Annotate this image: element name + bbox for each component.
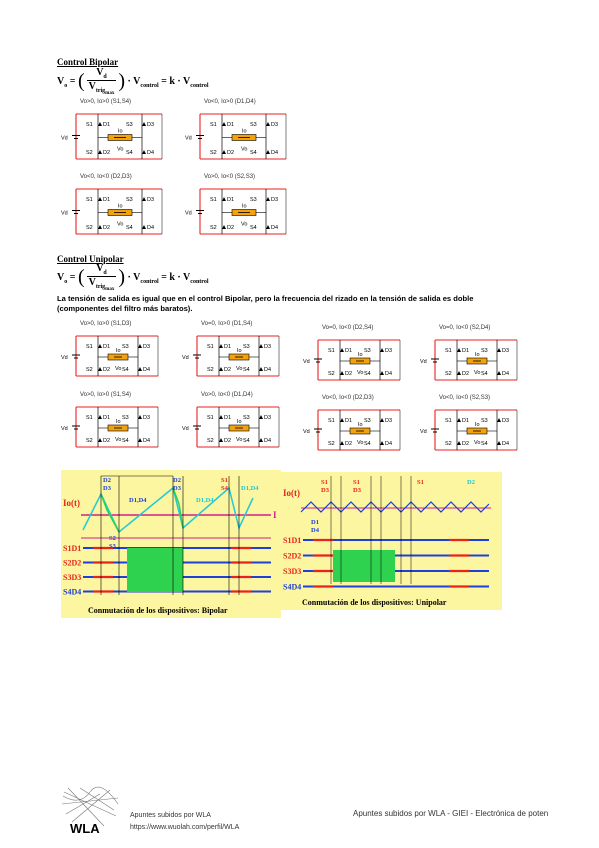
- unipolar-circuit-caption: Vo>0, Io>0 (S1,S4): [80, 392, 132, 398]
- vo-label: Vo: [474, 370, 481, 376]
- s3-label: S3: [481, 418, 488, 424]
- s4-label: S4: [364, 371, 371, 377]
- unipolar-waveform-caption: Conmutación de los dispositivos: Unipolar: [302, 598, 447, 607]
- d3-label: D3: [502, 418, 510, 424]
- io-label: Io: [358, 352, 363, 358]
- bipolar-circuit-2: [60, 174, 176, 240]
- row-label-2: S3D3: [63, 573, 82, 582]
- unipolar-heading: Control Unipolar: [57, 254, 124, 264]
- io-label: Io: [116, 348, 121, 354]
- row-label-1: S2D2: [283, 551, 302, 561]
- vd-label: Vd: [303, 359, 310, 365]
- vd-label: Vd: [61, 355, 68, 361]
- s1-label: S1: [210, 122, 217, 128]
- s1-label: S1: [328, 418, 335, 424]
- unipolar-paragraph: La tensión de salida es igual que en el control Bipolar, pero la frecuencia del rizado en la tensión de salida es doble (componentes del filtro más baratos).: [57, 294, 474, 313]
- uni-mid-d1: D1: [311, 519, 319, 526]
- s4-label: S4: [243, 367, 250, 373]
- s3-label: S3: [243, 415, 250, 421]
- unipolar-circuit-1: [181, 321, 293, 382]
- vd-label: Vd: [182, 355, 189, 361]
- s3-label: S3: [250, 197, 257, 203]
- uni-top-s1-2: S1: [353, 479, 360, 486]
- unipolar-circuit-caption: Vo=0, Io>0 (D1,S4): [201, 321, 253, 327]
- bipolar-circuit-caption: Vo>0, Io>0 (S1,S4): [80, 99, 132, 105]
- d4-label: D4: [271, 225, 279, 231]
- unipolar-circuit-0: [60, 321, 172, 382]
- bip-top-d3-2: D3: [173, 485, 181, 492]
- unipolar-equation: $V_o$ = ( $\frac{V_d}{V_{trig_{max}}}$ ) · $V_{control} = k \cdot V_{control}$: [57, 263, 209, 293]
- d2-label: D2: [224, 367, 232, 373]
- vd-label: Vd: [420, 429, 427, 435]
- bipolar-circuit-0: [60, 99, 176, 165]
- vd-label: Vd: [61, 210, 68, 217]
- uni-top-s1-3: S1: [417, 479, 424, 486]
- s1-label: S1: [86, 197, 93, 203]
- unipolar-circuit-5: [419, 325, 531, 386]
- uni-mid-d4: D4: [311, 527, 319, 534]
- d2-label: D2: [227, 150, 235, 156]
- s4-label: S4: [243, 438, 250, 444]
- s3-label: S3: [364, 348, 371, 354]
- bipolar-equation: $V_o$ = ( $\frac{V_d}{V_{trig_{max}}}$ ) · $V_{control} = k \cdot V_{control}$: [57, 67, 209, 97]
- bipolar-ylabel: Io(t): [63, 498, 80, 508]
- s2-label: S2: [86, 150, 93, 156]
- vo-label: Vo: [115, 437, 122, 443]
- s4-label: S4: [364, 441, 371, 447]
- vd-label: Vd: [61, 135, 68, 142]
- vo-label: Vo: [115, 366, 122, 372]
- svg-text:WLA: WLA: [70, 821, 100, 836]
- bipolar-waveform-caption: Conmutación de los dispositivos: Bipolar: [88, 606, 228, 615]
- d1-label: D1: [462, 348, 470, 354]
- s3-label: S3: [126, 122, 133, 128]
- unipolar-circuit-caption: Vo>0, Io<0 (D1,D4): [201, 392, 253, 398]
- s3-label: S3: [250, 122, 257, 128]
- io-label: Io: [242, 128, 247, 135]
- s1-label: S1: [328, 348, 335, 354]
- vo-label: Vo: [357, 440, 364, 446]
- s4-label: S4: [481, 441, 488, 447]
- io-label: Io: [118, 203, 123, 210]
- bipolar-circuit-caption: Vo<0, Io>0 (D1,D4): [204, 99, 256, 105]
- uni-top-d3-2: D3: [353, 487, 361, 494]
- s1-label: S1: [207, 415, 214, 421]
- d4-label: D4: [385, 441, 393, 447]
- d4-label: D4: [147, 225, 155, 231]
- d2-label: D2: [103, 438, 111, 444]
- vo-label: Vo: [241, 146, 248, 153]
- s2-label: S2: [445, 371, 452, 377]
- s3-label: S3: [122, 344, 129, 350]
- unipolar-ylabel: Io(t): [283, 488, 300, 498]
- d1-label: D1: [224, 415, 232, 421]
- d1-label: D1: [462, 418, 470, 424]
- d2-label: D2: [345, 441, 353, 447]
- d3-label: D3: [147, 122, 155, 128]
- io-label: Io: [475, 352, 480, 358]
- s1-label: S1: [86, 122, 93, 128]
- d4-label: D4: [264, 438, 272, 444]
- d4-label: D4: [143, 367, 151, 373]
- wla-logo: [60, 786, 120, 836]
- d3-label: D3: [502, 348, 510, 354]
- s2-label: S2: [207, 438, 214, 444]
- vo-label: Vo: [357, 370, 364, 376]
- d2-label: D2: [103, 150, 111, 156]
- s4-label: S4: [481, 371, 488, 377]
- row-label-0: S1D1: [283, 536, 302, 545]
- s1-label: S1: [445, 348, 452, 354]
- bip-top-d1d4-2: D1,D4: [196, 497, 214, 504]
- bipolar-circuit-caption: Vo>0, Io<0 (S2,S3): [204, 174, 256, 180]
- s1-label: S1: [207, 344, 214, 350]
- d4-label: D4: [147, 150, 155, 156]
- d1-label: D1: [345, 348, 353, 354]
- s3-label: S3: [243, 344, 250, 350]
- vd-label: Vd: [185, 210, 192, 217]
- d1-label: D1: [103, 344, 111, 350]
- d2-label: D2: [462, 371, 470, 377]
- d4-label: D4: [264, 367, 272, 373]
- s3-label: S3: [481, 348, 488, 354]
- io-label: Io: [237, 419, 242, 425]
- d3-label: D3: [271, 197, 279, 203]
- vd-label: Vd: [303, 429, 310, 435]
- footer-right: Apuntes subidos por WLA - GIEI - Electrónica de poten: [353, 809, 549, 818]
- s3-label: S3: [126, 197, 133, 203]
- d3-label: D3: [385, 348, 393, 354]
- d3-label: D3: [147, 197, 155, 203]
- s4-label: S4: [122, 438, 129, 444]
- io-label: Io: [118, 128, 123, 135]
- d3-label: D3: [143, 415, 151, 421]
- s4-label: S4: [250, 150, 257, 156]
- d3-label: D3: [264, 344, 272, 350]
- unipolar-circuit-caption: Vo<0, Io<0 (S2,S3): [439, 395, 491, 401]
- s2-label: S2: [86, 225, 93, 231]
- footer-line2[interactable]: https://www.wuolah.com/perfil/WLA: [130, 824, 240, 831]
- bipolar-heading: Control Bipolar: [57, 57, 119, 67]
- d2-label: D2: [345, 371, 353, 377]
- row-label-1: S2D2: [63, 558, 82, 568]
- vo-label: Vo: [474, 440, 481, 446]
- bipolar-green-region: [127, 548, 183, 592]
- d1-label: D1: [103, 197, 111, 203]
- d4-label: D4: [143, 438, 151, 444]
- d1-label: D1: [103, 122, 111, 128]
- row-label-0: S1D1: [63, 544, 82, 553]
- s2-label: S2: [207, 367, 214, 373]
- unipolar-waveform-svg: [281, 472, 502, 610]
- bip-top-d2: D2: [103, 477, 111, 484]
- d3-label: D3: [385, 418, 393, 424]
- io-label: Io: [358, 422, 363, 428]
- d1-label: D1: [345, 418, 353, 424]
- unipolar-circuit-6: [302, 395, 414, 456]
- uni-top-s1: S1: [321, 479, 328, 486]
- uni-top-d3: D3: [321, 487, 329, 494]
- d1-label: D1: [224, 344, 232, 350]
- s2-label: S2: [445, 441, 452, 447]
- io-label: Io: [242, 203, 247, 210]
- unipolar-circuit-caption: Vo>0, Io>0 (S1,D3): [80, 321, 132, 327]
- bip-top-s1: S1: [221, 477, 228, 484]
- s4-label: S4: [250, 225, 257, 231]
- d1-label: D1: [227, 197, 235, 203]
- vd-label: Vd: [61, 426, 68, 432]
- d2-label: D2: [224, 438, 232, 444]
- bip-top-d1d4-3: D1,D4: [241, 485, 259, 492]
- d2-label: D2: [462, 441, 470, 447]
- unipolar-circuit-caption: Vo<0, Io<0 (D2,D3): [322, 395, 374, 401]
- d3-label: D3: [264, 415, 272, 421]
- s1-label: S1: [210, 197, 217, 203]
- vo-label: Vo: [236, 437, 243, 443]
- vd-label: Vd: [185, 135, 192, 142]
- d3-label: D3: [143, 344, 151, 350]
- row-label-3: S4D4: [283, 582, 302, 592]
- s2-label: S2: [210, 225, 217, 231]
- footer-line1: Apuntes subidos por WLA: [130, 812, 211, 819]
- bip-mid-s2: S2: [109, 535, 116, 542]
- bipolar-i-label: I: [273, 510, 277, 520]
- s1-label: S1: [86, 415, 93, 421]
- unipolar-green-region: [333, 550, 395, 582]
- io-label: Io: [475, 422, 480, 428]
- bip-mid-s3: S3: [109, 543, 116, 550]
- unipolar-circuit-3: [181, 392, 293, 453]
- unipolar-circuit-7: [419, 395, 531, 456]
- unipolar-circuit-caption: Vo=0, Io<0 (D2,S4): [322, 325, 374, 331]
- d1-label: D1: [103, 415, 111, 421]
- unipolar-circuit-caption: Vo=0, Io<0 (S2,D4): [439, 325, 491, 331]
- bipolar-circuit-3: [184, 174, 300, 240]
- s3-label: S3: [364, 418, 371, 424]
- d2-label: D2: [227, 225, 235, 231]
- s2-label: S2: [328, 371, 335, 377]
- bip-top-d3: D3: [103, 485, 111, 492]
- s4-label: S4: [126, 225, 133, 231]
- row-label-2: S3D3: [283, 567, 302, 576]
- uni-top-d2: D2: [467, 479, 475, 486]
- s2-label: S2: [210, 150, 217, 156]
- vd-label: Vd: [182, 426, 189, 432]
- s2-label: S2: [86, 367, 93, 373]
- io-label: Io: [116, 419, 121, 425]
- d4-label: D4: [502, 441, 510, 447]
- bip-top-d1d4: D1,D4: [129, 497, 147, 504]
- bip-top-d2-2: D2: [173, 477, 181, 484]
- s4-label: S4: [126, 150, 133, 156]
- d3-label: D3: [271, 122, 279, 128]
- d4-label: D4: [502, 371, 510, 377]
- s4-label: S4: [122, 367, 129, 373]
- bipolar-waveform: [61, 470, 281, 618]
- s2-label: S2: [86, 438, 93, 444]
- vo-label: Vo: [117, 221, 124, 228]
- io-label: Io: [237, 348, 242, 354]
- d2-label: D2: [103, 367, 111, 373]
- unipolar-circuit-2: [60, 392, 172, 453]
- bipolar-waveform-svg: [61, 470, 281, 618]
- bipolar-current-trace: [83, 488, 253, 532]
- s1-label: S1: [86, 344, 93, 350]
- vd-label: Vd: [420, 359, 427, 365]
- bipolar-circuit-1: [184, 99, 300, 165]
- bip-top-s4: S4: [221, 485, 228, 492]
- vo-label: Vo: [117, 146, 124, 153]
- vo-label: Vo: [241, 221, 248, 228]
- d1-label: D1: [227, 122, 235, 128]
- unipolar-circuit-4: [302, 325, 414, 386]
- unipolar-current-trace: [301, 502, 489, 512]
- s3-label: S3: [122, 415, 129, 421]
- row-label-3: S4D4: [63, 587, 82, 597]
- s2-label: S2: [328, 441, 335, 447]
- bipolar-circuit-caption: Vo<0, Io<0 (D2,D3): [80, 174, 132, 180]
- s1-label: S1: [445, 418, 452, 424]
- d4-label: D4: [385, 371, 393, 377]
- d4-label: D4: [271, 150, 279, 156]
- vo-label: Vo: [236, 366, 243, 372]
- d2-label: D2: [103, 225, 111, 231]
- unipolar-waveform: [281, 472, 502, 610]
